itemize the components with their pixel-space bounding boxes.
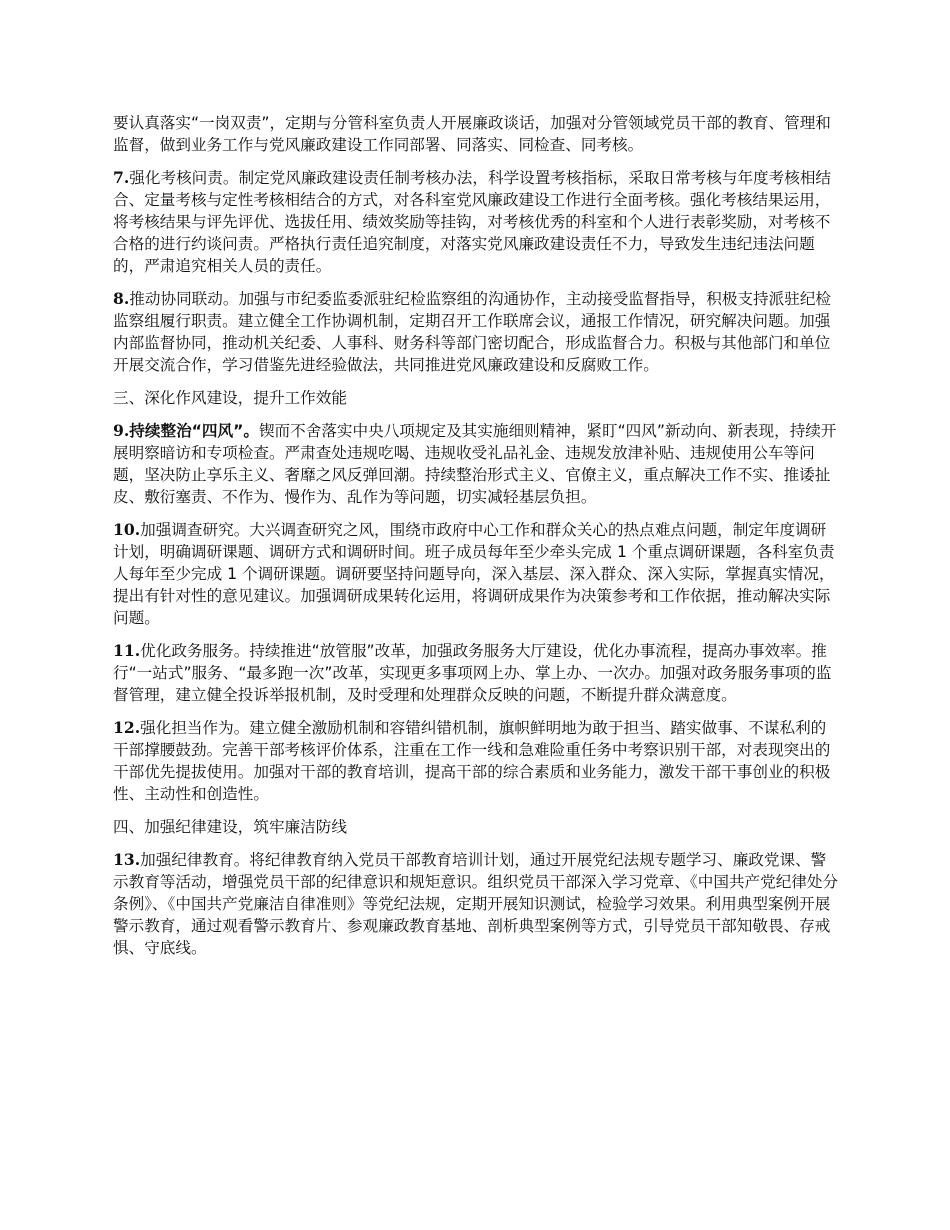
document-page — [113, 112, 840, 970]
paragraph-item-13: 13.加强纪律教育。将纪律教育纳入党员干部教育培训计划，通过开展党纪法规专题学习、廉政党课、警示教育等活动，增强党员干部的纪律意识和规矩意识。组织党员干部深入学习党章、《中国共产党纪律处分条例》、《中国共产党廉洁自律准则》等党纪法规，定期开展知识测试，检验学习效果。利用典型案例开展警示教育，通过观看警示教育片、参观廉政教育基地、剖析典型案例等方式，引导党员干部知敬畏、存戒惧、守底线。 — [113, 850, 839, 957]
item-title: 持续整治“四风”。 — [129, 422, 259, 440]
paragraph-item-7: 7.强化考核问责。制定党风廉政建设责任制考核办法，科学设置考核指标，采取日常考核与年度考核相结合、定量考核与定性考核相结合的方式，对各科室党风廉政建设工作进行全面考核。强化考核结果运用，将考核结果与评先评优、选拔任用、绩效奖励等挂钩，对考核优秀的科室和个人进行表彰奖励，对考核不合格的进行约谈问责。严格执行责任追究制度，对落实党风廉政建设责任不力，导致发生违纪违法问题的，严肃追究相关人员的责任。 — [113, 168, 832, 275]
item-number: 7. — [113, 168, 130, 187]
item-number: 9. — [113, 421, 130, 440]
paragraph-item-9: 9.持续整治“四风”。锲而不舍落实中央八项规定及其实施细则精神，紧盯“四风”新动向、新表现，持续开展明察暗访和专项检查。严肃查处违规吃喝、违规收受礼品礼金、违规发放津补贴、违规使用公车等问题，坚决防止享乐主义、奢靡之风反弹回潮。持续整治形式主义、官僚主义，重点解决工作不实、推诿扯皮、敷衍塞责、不作为、慢作为、乱作为等问题，切实减轻基层负担。 — [113, 421, 837, 506]
paragraph-continuation: 要认真落实“一岗双责”，定期与分管科室负责人开展廉政谈话，加强对分管领域党员干部的教育、管理和监督，做到业务工作与党风廉政建设工作同部署、同落实、同检查、同考核。 — [113, 114, 831, 154]
item-number: 10. — [113, 520, 141, 539]
paragraph-item-10: 10.加强调查研究。大兴调查研究之风，围绕市政府中心工作和群众关心的热点难点问题，制定年度调研计划，明确调研课题、调研方式和调研时间。班子成员每年至少牵头完成 1 个重点调研课题，各科室负责人每年至少完成 1 个调研课题。调研要坚持问题导向，深入基层、深入群众、深入实际，掌握真实情况，提出有针对性的意见建议。加强调研成果转化运用，将调研成果作为决策参考和工作依据，推动解决实际问题。 — [113, 520, 835, 627]
paragraph-item-11: 11.优化政务服务。持续推进“放管服”改革，加强政务服务大厅建设，优化办事流程，提高办事效率。推行“一站式”服务、“最多跑一次”改革，实现更多事项网上办、掌上办、一次办。加强对政务服务事项的监督管理，建立健全投诉举报机制，及时受理和处理群众反映的问题，不断提升群众满意度。 — [113, 641, 832, 704]
item-number: 11. — [113, 641, 141, 660]
item-number: 13. — [113, 850, 141, 869]
paragraph-item-8: 8.推动协同联动。加强与市纪委监委派驻纪检监察组的沟通协作，主动接受监督指导，积极支持派驻纪检监察组履行职责。建立健全工作协调机制，定期召开工作联席会议，通报工作情况，研究解决问题。加强内部监督协同，推动机关纪委、人事科、财务科等部门密切配合，形成监督合力。积极与其他部门和单位开展交流合作，学习借鉴先进经验做法，共同推进党风廉政建设和反腐败工作。 — [113, 289, 832, 374]
paragraph-item-12: 12.强化担当作为。建立健全激励机制和容错纠错机制，旗帜鲜明地为敢于担当、踏实做事、不谋私利的干部撑腰鼓劲。完善干部考核评价体系，注重在工作一线和急难险重任务中考察识别干部，对表现突出的干部优先提拔使用。加强对干部的教育培训，提高干部的综合素质和业务能力，激发干部干事创业的积极性、主动性和创造性。 — [113, 718, 831, 803]
item-number: 8. — [113, 289, 130, 308]
item-number: 12. — [113, 718, 141, 737]
section-heading-4: 四、加强纪律建设，筑牢廉洁防线 — [113, 818, 347, 836]
section-heading-3: 三、深化作风建设，提升工作效能 — [113, 389, 347, 407]
